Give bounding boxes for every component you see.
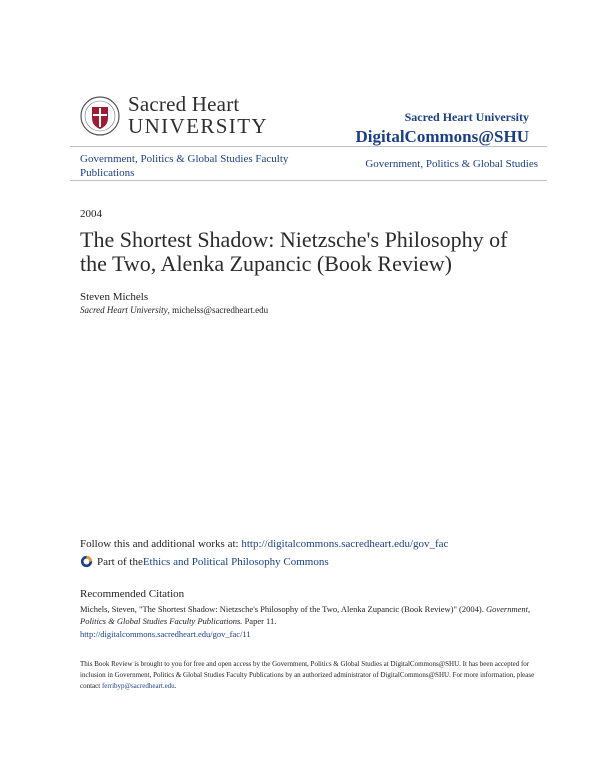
affiliation-email: , michelss@sacredheart.edu [167, 305, 269, 315]
follow-prefix: Follow this and additional works at: [80, 538, 242, 550]
follow-line [80, 538, 448, 550]
paper-title: The Shortest Shadow: Nietzsche's Philosophy of the Two, Alenka Zupancic (Book Review) [80, 227, 508, 277]
commons-link[interactable]: Ethics and Political Philosophy Commons [142, 555, 329, 568]
follow-link[interactable]: http://digitalcommons.sacredheart.edu/gov_fac [241, 538, 449, 550]
citation-series: Government, Politics & Global Studies Faculty Publications. [80, 604, 531, 627]
repository-logo[interactable] [355, 110, 529, 147]
publication-year: 2004 [80, 208, 102, 220]
logo-line-1: Sacred Heart [128, 92, 240, 116]
repository-name: DigitalCommons@SHU [355, 127, 529, 146]
part-of-prefix: Part of the [97, 555, 143, 568]
part-of-line [80, 555, 329, 568]
citation-heading: Recommended Citation [80, 588, 185, 600]
citation-plain: Michels, Steven, "The Shortest Shadow: Nietzsche's Philosophy of the Two, Alenka Zupancic (Book Review)" (2004). [80, 604, 486, 614]
series-link[interactable]: Government, Politics & Global Studies Faculty Publications [80, 153, 289, 180]
contact-email-link[interactable]: ferribyp@sacredheart.edu [101, 682, 175, 691]
author-name: Steven Michels [80, 291, 149, 303]
author-affiliation [80, 305, 268, 315]
citation-text [80, 603, 540, 640]
affiliation-institution: Sacred Heart University [80, 305, 168, 315]
network-icon [80, 555, 93, 568]
university-seal-icon [80, 96, 120, 136]
footer-text: This Book Review is brought to you for free and open access by the Government, Politics & Global Studies at DigitalCommons@SHU. It has been accepted for inclusion in Government, Politics & Global Studies Faculty Publications by an authorized administrator of DigitalCommons@SHU. For more information, please contact [80, 660, 535, 691]
collection-link[interactable]: Government, Politics & Global Studies [365, 158, 538, 170]
band-top-divider [70, 146, 547, 147]
repository-institution: Sacred Heart University [404, 110, 529, 124]
citation-link[interactable]: http://digitalcommons.sacredheart.edu/gov_fac/11 [80, 628, 251, 639]
citation-paper: Paper 11. [242, 616, 277, 627]
university-logo[interactable] [128, 94, 268, 137]
footer-note [80, 659, 540, 693]
logo-line-2: UNIVERSITY [128, 114, 268, 138]
footer-end: . [174, 682, 177, 691]
